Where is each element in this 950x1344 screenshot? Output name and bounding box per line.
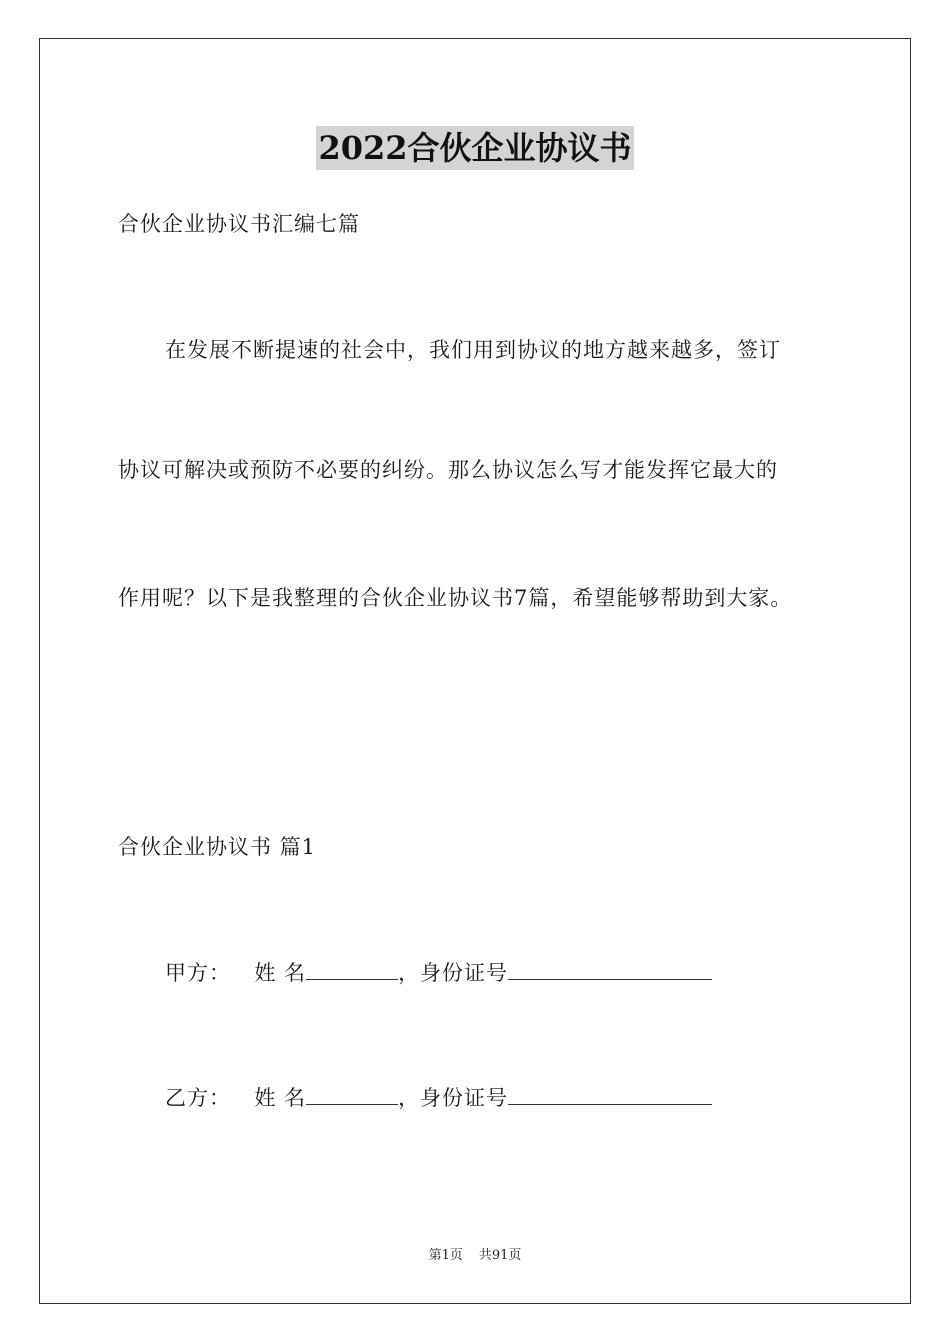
document-subtitle: 合伙企业协议书汇编七篇 xyxy=(118,212,360,236)
document-title: 2022合伙企业协议书 xyxy=(316,126,633,170)
page-footer xyxy=(0,1246,950,1266)
page-current: 第1页 xyxy=(428,1248,463,1263)
party-a-id-field[interactable] xyxy=(508,957,712,980)
section-heading: 合伙企业协议书 篇1 xyxy=(118,835,317,859)
party-b-label: 乙方： xyxy=(165,1086,231,1110)
party-a-id-label: ，身份证号 xyxy=(398,961,509,985)
party-a-name-label: 姓 名 xyxy=(254,961,307,985)
party-a-name-field[interactable] xyxy=(306,957,398,980)
party-b-row xyxy=(165,1082,712,1113)
intro-line-1: 在发展不断提速的社会中，我们用到协议的地方越来越多，签订 xyxy=(165,338,781,362)
page-total: 共91页 xyxy=(478,1248,522,1263)
title-wrap xyxy=(0,126,950,170)
intro-line-2: 协议可解决或预防不必要的纠纷。那么协议怎么写才能发挥它最大的 xyxy=(118,458,778,482)
party-b-id-field[interactable] xyxy=(508,1082,712,1105)
party-a-label: 甲方： xyxy=(165,961,231,985)
party-b-name-field[interactable] xyxy=(306,1082,398,1105)
intro-line-3: 作用呢？以下是我整理的合伙企业协议书7篇，希望能够帮助到大家。 xyxy=(118,586,793,610)
party-b-id-label: ，身份证号 xyxy=(398,1086,509,1110)
party-b-name-label: 姓 名 xyxy=(254,1086,307,1110)
party-a-row xyxy=(165,957,712,988)
